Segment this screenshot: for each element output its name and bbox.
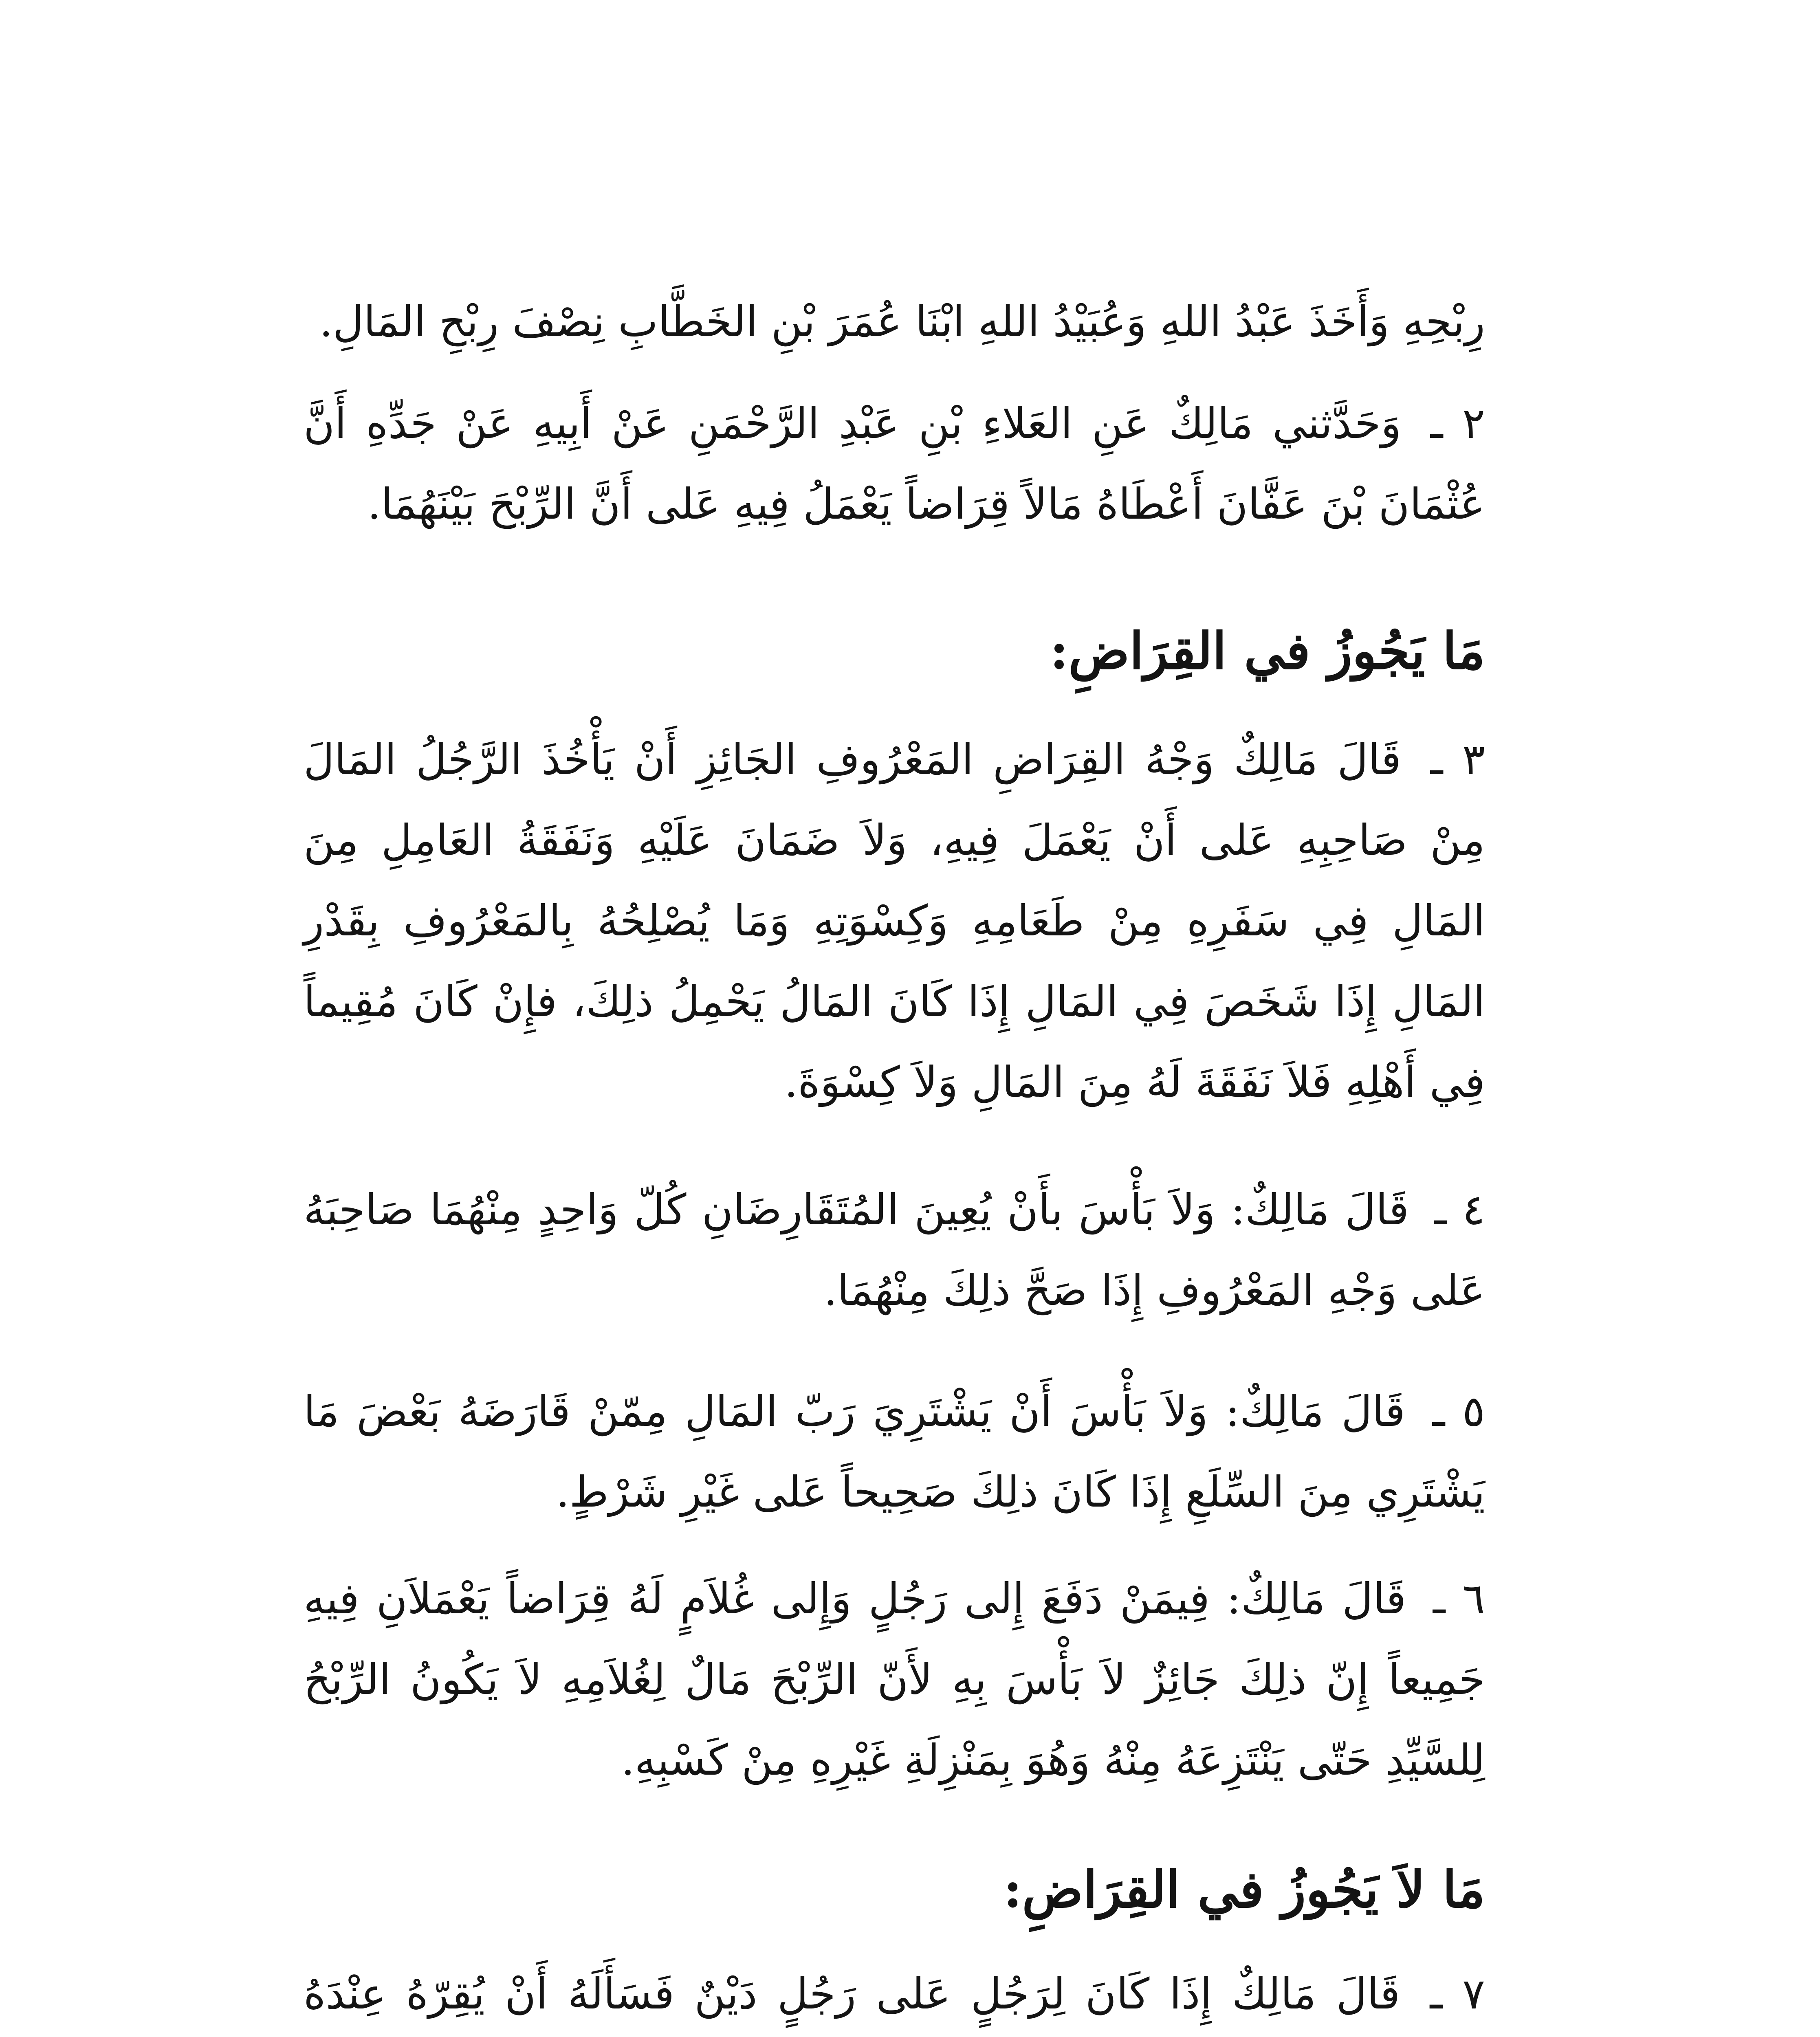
paragraph-text: قَالَ مَالِكٌ: وَلاَ بَأْسَ بأَنْ يُعِينَ المُتَقَارِضَانِ كُلّ وَاحِدٍ مِنْهُمَا صَاحِبَهُ عَلى وَجْهِ المَعْرُوفِ إِذَا صَحَّ ذلِكَ مِنْهُمَا. bbox=[304, 1185, 1485, 1315]
paragraph-text: قَالَ مَالِكٌ وَجْهُ القِرَاضِ المَعْرُوفِ الجَائِزِ أَنْ يَأْخُذَ الرَّجُلُ المَالَ مِنْ صَاحِبِهِ عَلى أَنْ يَعْمَلَ فِيهِ، وَلاَ ضَمَانَ عَلَيْهِ وَنَفَقَةُ العَامِلِ مِنَ المَالِ فِي سَفَرِهِ مِنْ طَعَامِهِ وَكِسْوَتِهِ وَمَا يُصْلِحُهُ بِالمَعْرُوفِ بِقَدْرِ المَالِ إِذَا شَخَصَ فِي المَالِ إِذَا كَانَ المَالُ يَحْمِلُ ذلِكَ، فإِنْ كَانَ مُقِيماً فِي أَهْلِهِ فَلاَ نَفَقَةَ لَهُ مِنَ المَالِ وَلاَ كِسْوَةَ. bbox=[304, 735, 1485, 1107]
paragraph-number: ٧ ـ bbox=[1430, 1969, 1485, 2019]
paragraph-text: قَالَ مَالِكٌ: وَلاَ بَأْسَ أَنْ يَشْتَرِيَ رَبّ المَالِ مِمّنْ قَارَضَهُ بَعْضَ مَا يَشْتَرِي مِنَ السِّلَعِ إِذَا كَانَ ذلِكَ صَحِيحاً عَلى غَيْرِ شَرْطٍ. bbox=[304, 1386, 1485, 1517]
paragraph-number: ٣ ـ bbox=[1430, 735, 1485, 784]
paragraph-number: ٥ ـ bbox=[1432, 1386, 1485, 1436]
paragraph-number: ٢ ـ bbox=[1430, 398, 1485, 448]
paragraph-2 bbox=[304, 383, 1485, 544]
section-heading-permitted: مَا يَجُوزُ في القِرَاضِ: bbox=[1050, 622, 1485, 681]
paragraph-text: قَالَ مَالِكٌ: فِيمَنْ دَفَعَ إِلى رَجُلٍ وَإِلى غُلاَمٍ لَهُ قِرَاضاً يَعْمَلاَنِ فِيهِ جَمِيعاً إِنّ ذلِكَ جَائِزٌ لاَ بَأْسَ بِهِ لأَنّ الرِّبْحَ مَالٌ لِغُلاَمِهِ لاَ يَكُونُ الرِّبْحُ لِلسَّيِّدِ حَتّى يَنْتَزِعَهُ مِنْهُ وَهُوَ بِمَنْزِلَةِ غَيْرِهِ مِنْ كَسْبِهِ. bbox=[304, 1574, 1485, 1785]
paragraph-text: قَالَ مَالِكٌ إِذَا كَانَ لِرَجُلٍ عَلى رَجُلٍ دَيْنٌ فَسَأَلَهُ أَنْ يُقِرّهُ عِنْدَهُ bbox=[304, 1969, 1400, 2019]
paragraph-4 bbox=[304, 1169, 1485, 1331]
paragraph-6 bbox=[304, 1558, 1485, 1800]
paragraph-5 bbox=[304, 1371, 1485, 1532]
paragraph-continuation bbox=[304, 281, 1485, 362]
paragraph-text: وَحَدَّثني مَالِكٌ عَنِ العَلاءِ بْنِ عَبْدِ الرَّحْمَنِ عَنْ أَبِيهِ عَنْ جَدِّهِ أَنَّ عُثْمَانَ بْنَ عَفَّانَ أَعْطَاهُ مَالاً قِرَاضاً يَعْمَلُ فِيهِ عَلى أَنَّ الرِّبْحَ بَيْنَهُمَا. bbox=[304, 398, 1485, 529]
paragraph-number: ٤ ـ bbox=[1434, 1185, 1485, 1234]
paragraph-text: رِبْحِهِ وَأَخَذَ عَبْدُ اللهِ وَعُبَيْدُ اللهِ ابْنَا عُمَرَ بْنِ الخَطَّابِ نِصْفَ رِبْحِ المَالِ. bbox=[319, 297, 1485, 346]
paragraph-3 bbox=[304, 719, 1485, 1122]
section-heading-not-permitted: مَا لاَ يَجُوزُ في القِرَاضِ: bbox=[1003, 1860, 1485, 1919]
paragraph-7 bbox=[304, 1953, 1485, 2037]
paragraph-number: ٦ ـ bbox=[1433, 1574, 1485, 1623]
